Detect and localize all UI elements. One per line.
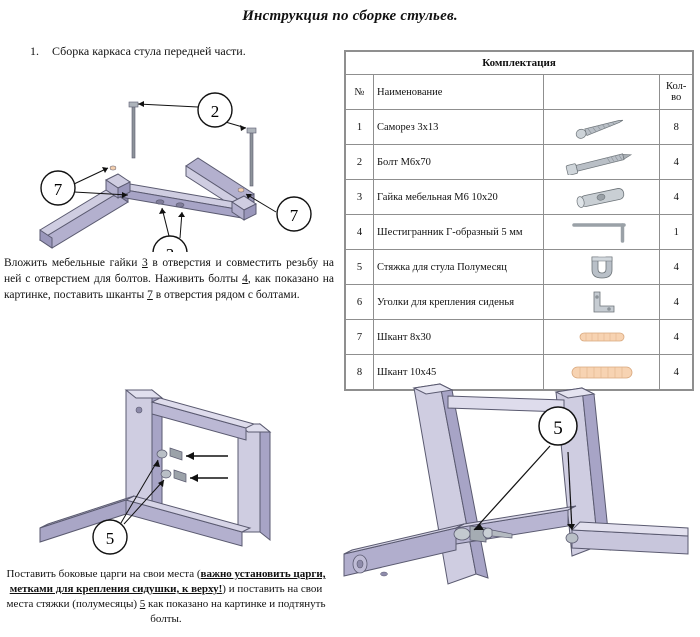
ref-4: 4	[242, 273, 248, 285]
callout-7-right: 7	[289, 206, 299, 225]
step-2-text-part5: как показано на картинке и подтянуть болты.	[145, 598, 326, 625]
row-num: 5	[346, 250, 374, 285]
row-num: 2	[346, 145, 374, 180]
row-qty: 1	[660, 215, 693, 250]
angle-bracket-icon	[554, 288, 650, 316]
row-num: 4	[346, 215, 374, 250]
step-2-text-part3: ) и поставить на свои места стяжки (полумесяцы)	[6, 583, 323, 610]
callout-7-left: 7	[53, 180, 63, 199]
row-name: Шкант 8х30	[374, 320, 544, 355]
row-num: 7	[346, 320, 374, 355]
row-qty: 4	[660, 180, 693, 215]
row-picture	[544, 250, 660, 285]
illustration-frame-closeup	[336, 378, 696, 628]
row-name: Болт М6х70	[374, 145, 544, 180]
header-picture	[544, 75, 660, 110]
callout-5-right: 5	[553, 418, 563, 439]
row-picture	[544, 215, 660, 250]
screw-icon	[554, 114, 650, 140]
table-row	[346, 250, 693, 285]
row-qty: 8	[660, 110, 693, 145]
dowel-small-icon	[554, 324, 650, 350]
row-num: 6	[346, 285, 374, 320]
step-2-text-emphasis: важно установить царги, метками для крепления сидушки, к верху!	[9, 568, 326, 595]
row-num: 3	[346, 180, 374, 215]
bolt-icon	[552, 149, 652, 175]
table-caption: Комплектация	[346, 52, 693, 75]
row-name: Шкант 10х45	[374, 355, 544, 390]
row-qty: 4	[660, 355, 693, 390]
row-picture	[544, 180, 660, 215]
hex-key-icon	[554, 219, 650, 245]
illustration-front-frame	[10, 62, 330, 252]
row-picture	[544, 145, 660, 180]
table-row	[346, 180, 693, 215]
step-1-number: 1.	[30, 44, 39, 58]
ref-3: 3	[141, 257, 148, 269]
row-name: Шестигранник Г-образный 5 мм	[374, 215, 544, 250]
row-qty: 4	[660, 285, 693, 320]
step-2-ref-5: 5	[139, 598, 146, 610]
row-qty: 4	[660, 145, 693, 180]
callout-2: 2	[210, 102, 220, 121]
row-name: Саморез 3х13	[374, 110, 544, 145]
side-rails-drawing	[6, 382, 326, 567]
table-row	[346, 320, 693, 355]
table-caption-row	[346, 52, 693, 75]
front-frame-drawing	[10, 62, 330, 252]
table-header-row	[346, 75, 693, 110]
table-row	[346, 285, 693, 320]
row-name: Гайка мебельная М6 10х20	[374, 180, 544, 215]
row-name: Уголки для крепления сиденья	[374, 285, 544, 320]
row-qty: 4	[660, 250, 693, 285]
table-row	[346, 215, 693, 250]
ref-7: 7	[147, 289, 153, 301]
step-2-paragraph	[6, 567, 326, 627]
table-row	[346, 145, 693, 180]
header-qty: Кол-во	[660, 75, 693, 110]
row-picture	[544, 285, 660, 320]
callout-3	[166, 245, 175, 252]
step-1-text: Сборка каркаса стула передней части.	[52, 44, 246, 58]
frame-closeup-drawing	[336, 378, 696, 628]
callout-5-left: 5	[105, 529, 115, 548]
header-num: №	[346, 75, 374, 110]
barrel-nut-icon	[554, 184, 650, 210]
row-num: 1	[346, 110, 374, 145]
crescent-brace-icon	[554, 253, 650, 281]
table-row	[346, 110, 693, 145]
step-1-paragraph: Вложить мебельные гайки 3 в отверстия и совместить резьбу на ней с отверстием для болтов. Наживить болты 4, как показано на картинке, поставить шканты 7 в отверстия рядом с болтами.	[4, 257, 334, 301]
illustration-side-rails	[6, 382, 326, 567]
page-title: Инструкция по сборке стульев.	[242, 8, 458, 24]
step-2-text-part1: Поставить боковые царги на свои места (	[6, 568, 201, 580]
components-table	[344, 50, 694, 391]
row-name: Стяжка для стула Полумесяц	[374, 250, 544, 285]
step-1-heading	[30, 44, 320, 59]
row-picture	[544, 320, 660, 355]
row-qty: 4	[660, 320, 693, 355]
row-num: 8	[346, 355, 374, 390]
header-name: Наименование	[374, 75, 544, 110]
row-picture	[544, 110, 660, 145]
